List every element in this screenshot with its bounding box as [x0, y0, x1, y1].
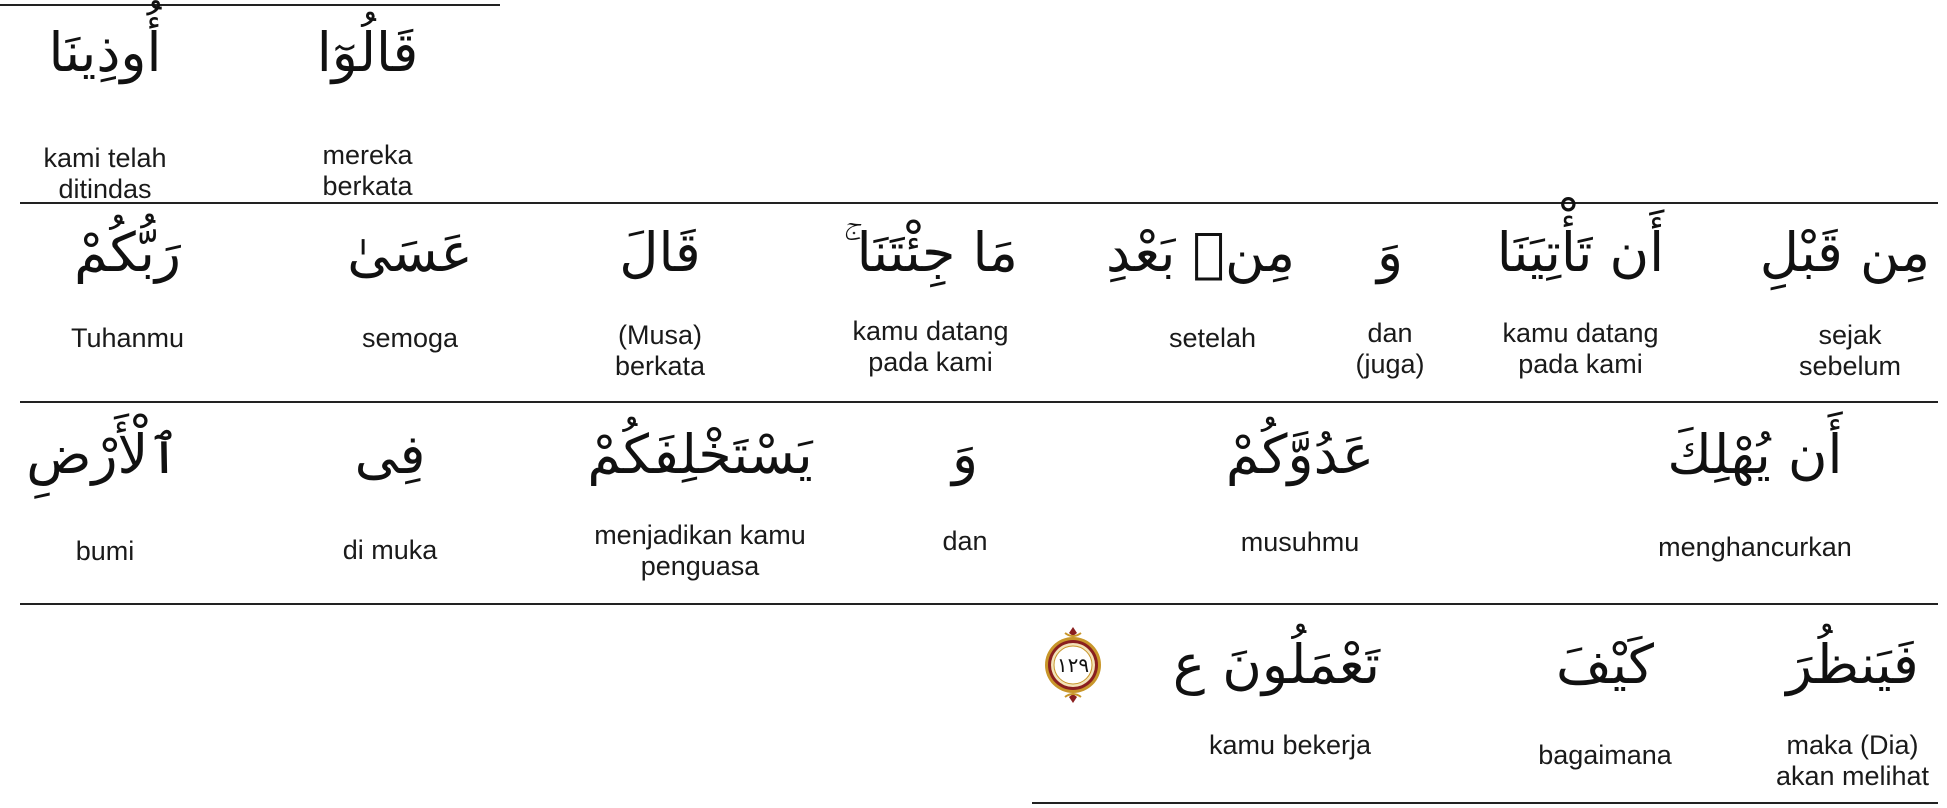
arabic-word: مِن قَبْلِ [1759, 221, 1930, 284]
word-card [1190, 420, 1410, 558]
word-card [915, 420, 1015, 557]
arabic-word: أَن تَأْتِيَنَا [1496, 221, 1665, 284]
word-translation: kamu datang pada kami [852, 316, 1009, 377]
arabic-word: عَدُوَّكُمْ [1225, 423, 1375, 486]
ayah-number: ١٢٩ [1056, 653, 1090, 677]
word-card [1765, 630, 1940, 792]
word-translation: sejak sebelum [1798, 320, 1902, 381]
word-card [1172, 630, 1380, 761]
word-card [26, 420, 180, 567]
word-card [40, 218, 215, 354]
word-card [1505, 630, 1705, 771]
arabic-word: رَبُّكُمْ [74, 221, 181, 284]
word-card [20, 18, 190, 205]
word-translation: musuhmu [1240, 527, 1360, 557]
word-translation: kamu datang pada kami [1502, 318, 1659, 379]
arabic-word: فَيَنظُرَ [1786, 633, 1919, 696]
arabic-word: مَا جِئْتَنَا ۚ [843, 221, 1018, 284]
word-translation: mereka berkata [322, 140, 413, 201]
arabic-word: يَسْتَخْلِفَكُمْ [587, 423, 813, 486]
word-translation: (Musa) berkata [614, 320, 706, 381]
word-card [295, 18, 440, 202]
word-card [1478, 218, 1683, 380]
arabic-word: تَعْمَلُونَ ع [1172, 633, 1380, 696]
word-card [330, 420, 450, 566]
word-translation: menjadikan kamu penguasa [594, 520, 806, 581]
arabic-word: أُوذِينَا [48, 21, 162, 84]
word-card [590, 218, 730, 382]
word-translation: setelah [1168, 323, 1257, 353]
arabic-word: عَسَىٰ [347, 221, 473, 284]
word-translation: kami telah ditindas [43, 143, 167, 204]
arabic-word: كَيْفَ [1556, 633, 1654, 696]
arabic-word: قَالَ [619, 221, 701, 284]
word-card [1105, 218, 1295, 354]
word-translation: kamu bekerja [1208, 730, 1372, 760]
word-translation: dan [942, 526, 988, 556]
rule-after-line3 [20, 603, 1938, 605]
arabic-word: قَالُوٓا [316, 21, 419, 84]
word-card [1335, 218, 1445, 380]
rule-after-line2 [20, 401, 1938, 403]
word-card [838, 218, 1023, 378]
ayah-marker [1043, 625, 1103, 705]
arabic-word: مِنۢ بَعْدِ [1105, 221, 1295, 284]
arabic-word: فِى [354, 423, 426, 486]
arabic-word: أَن يُهْلِكَ [1667, 423, 1843, 486]
top-rule-short [0, 4, 500, 6]
arabic-word: وَ [1376, 221, 1404, 284]
rule-after-line1 [20, 202, 1938, 204]
word-translation: maka (Dia) akan melihat [1775, 730, 1930, 791]
word-translation: bagaimana [1538, 740, 1672, 770]
word-translation: menghancurkan [1658, 532, 1852, 562]
word-card [1759, 218, 1930, 382]
arabic-word: وَ [951, 423, 979, 486]
arabic-word: ٱلْأَرْضِ [26, 423, 180, 486]
word-translation: Tuhanmu [70, 323, 185, 353]
word-card [1640, 420, 1870, 563]
word-card [540, 420, 860, 582]
bottom-rule [1032, 802, 1938, 804]
word-translation: semoga [361, 323, 459, 353]
word-translation: dan (juga) [1355, 318, 1425, 379]
word-translation: di muka [342, 535, 438, 565]
word-card [340, 218, 480, 354]
word-translation: bumi [75, 536, 135, 566]
